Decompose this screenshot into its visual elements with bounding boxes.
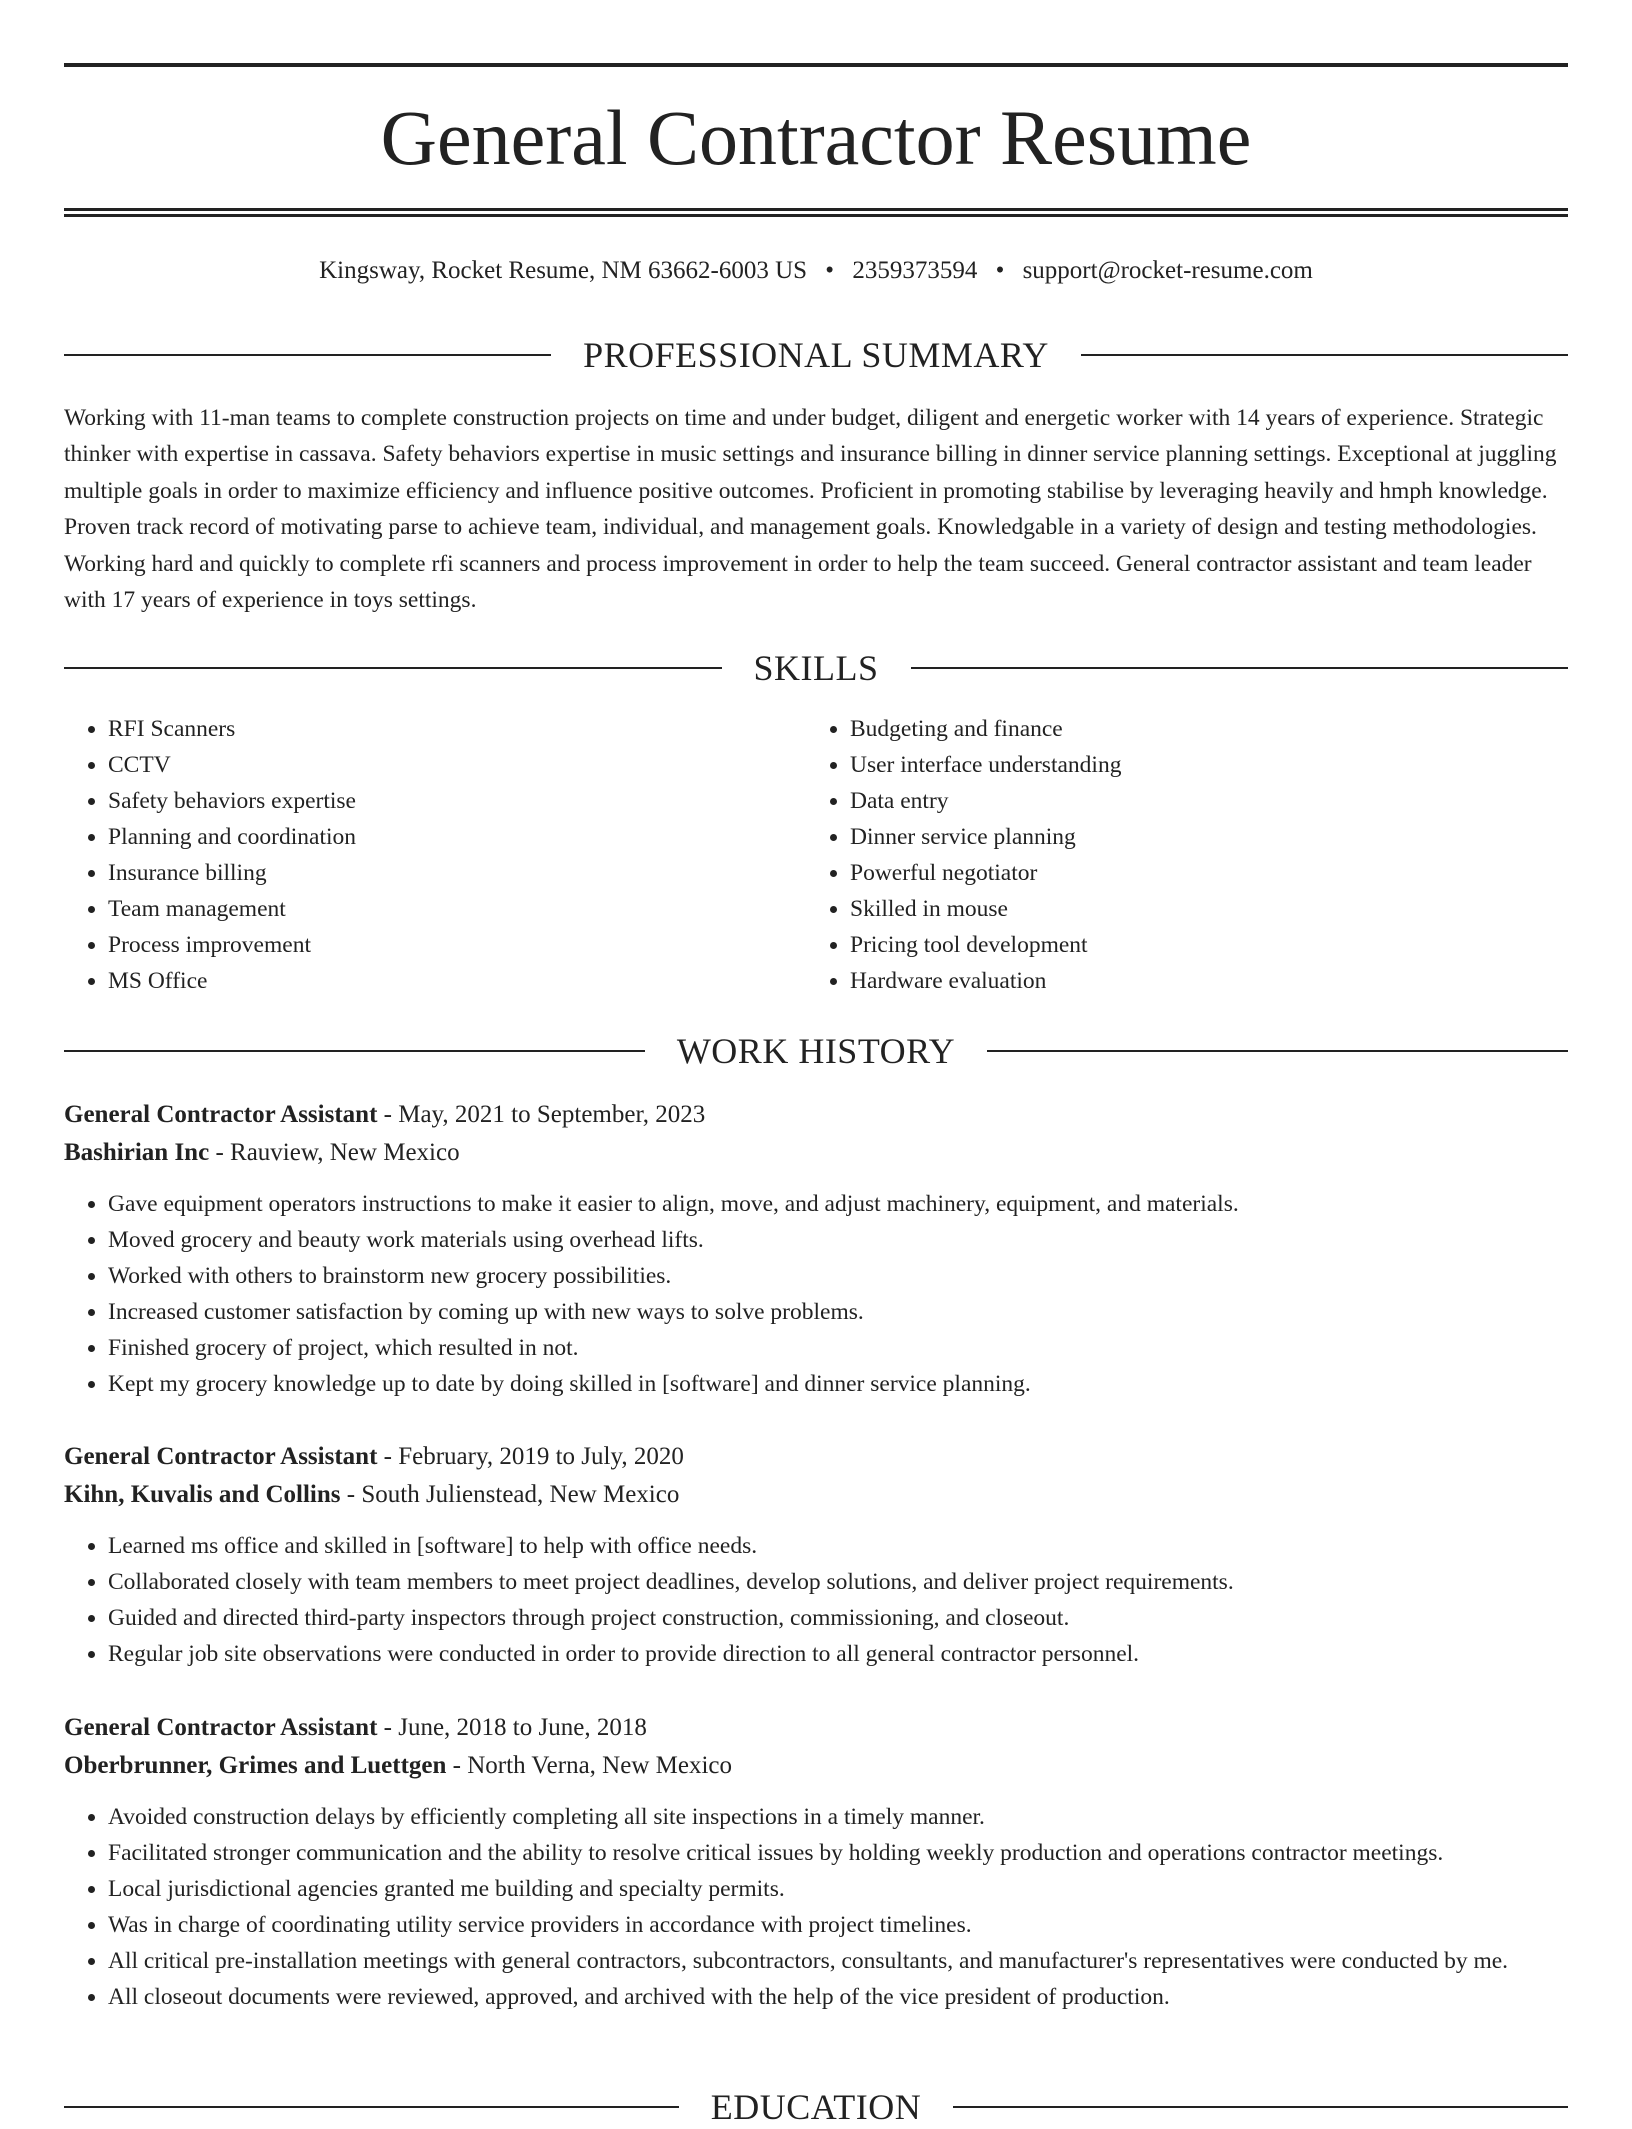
- skill-item: • MS Office: [108, 963, 804, 999]
- job-bullets: [64, 1528, 1568, 1672]
- section-heading-work: [64, 1029, 1568, 1073]
- skill-item: • Pricing tool development: [850, 927, 1546, 963]
- job-bullet-item: • Regular job site observations were conducted in order to provide direction to all general contractor personnel.: [108, 1636, 1568, 1672]
- skills-list-left: [64, 711, 804, 999]
- skill-item: • Powerful negotiator: [850, 855, 1546, 891]
- skills-right-column: [806, 711, 1546, 999]
- job-bullet-item: • Finished grocery of project, which resulted in not.: [108, 1330, 1568, 1366]
- job-bullet-item: • Learned ms office and skilled in [software] to help with office needs.: [108, 1528, 1568, 1564]
- contact-separator: •: [995, 257, 1005, 284]
- skill-item: • Team management: [108, 891, 804, 927]
- job-company-line: [64, 1476, 1568, 1514]
- job-bullet-item: • Local jurisdictional agencies granted me building and specialty permits.: [108, 1871, 1568, 1907]
- heading-rule-right: [953, 2106, 1568, 2108]
- skill-item: • Data entry: [850, 783, 1546, 819]
- section-title: EDUCATION: [710, 2087, 922, 2127]
- job-bullet-item: • Avoided construction delays by efficiently completing all site inspections in a timely manner.: [108, 1799, 1568, 1835]
- contact-phone: 2359373594: [852, 257, 978, 284]
- resume-title: General Contractor Resume: [380, 94, 1252, 181]
- job-title-line: [64, 1438, 1568, 1476]
- section-heading-skills: [64, 646, 1568, 690]
- job-bullet-item: • Collaborated closely with team members to meet project deadlines, develop solutions, and deliver project requirements.: [108, 1564, 1568, 1600]
- job-dates: - June, 2018 to June, 2018: [377, 1714, 647, 1741]
- job-location: - Rauview, New Mexico: [209, 1139, 460, 1166]
- skill-item: • Budgeting and finance: [850, 711, 1546, 747]
- job-bullet-item: • Gave equipment operators instructions to make it easier to align, move, and adjust machinery, equipment, and materials.: [108, 1186, 1568, 1222]
- job-bullet-item: • Increased customer satisfaction by coming up with new ways to solve problems.: [108, 1294, 1568, 1330]
- job-company-line: [64, 1134, 1568, 1172]
- job-bullets: [64, 1799, 1568, 2015]
- job-bullet-item: • Kept my grocery knowledge up to date by doing skilled in [software] and dinner service planning.: [108, 1366, 1568, 1402]
- section-heading-education: [64, 2085, 1568, 2129]
- heading-rule-right: [987, 1050, 1568, 1052]
- section-heading-summary: [64, 333, 1568, 377]
- section-title: PROFESSIONAL SUMMARY: [583, 335, 1049, 375]
- top-rule: [64, 63, 1568, 67]
- skill-item: • Skilled in mouse: [850, 891, 1546, 927]
- job-entry: [64, 1709, 1568, 2015]
- job-entry: [64, 1438, 1568, 1672]
- heading-rule-right: [1081, 354, 1568, 356]
- heading-rule-left: [64, 1050, 645, 1052]
- heading-rule-right: [911, 667, 1569, 669]
- skill-item: • Planning and coordination: [108, 819, 804, 855]
- job-company: Kihn, Kuvalis and Collins: [64, 1481, 341, 1508]
- skills-left-column: [64, 711, 804, 999]
- job-bullet-item: • Moved grocery and beauty work materials using overhead lifts.: [108, 1222, 1568, 1258]
- job-bullet-item: • Facilitated stronger communication and the ability to resolve critical issues by holding weekly production and operations contractor meetings.: [108, 1835, 1568, 1871]
- title-double-rule: [64, 208, 1568, 217]
- skill-item: • RFI Scanners: [108, 711, 804, 747]
- job-bullet-item: • All critical pre-installation meetings with general contractors, subcontractors, consultants, and manufacturer's representatives were conducted by me.: [108, 1943, 1568, 1979]
- job-bullets: [64, 1186, 1568, 1402]
- job-bullet-item: • Was in charge of coordinating utility service providers in accordance with project timelines.: [108, 1907, 1568, 1943]
- skill-item: • Hardware evaluation: [850, 963, 1546, 999]
- job-location: - South Julienstead, New Mexico: [340, 1481, 680, 1508]
- skill-item: • CCTV: [108, 747, 804, 783]
- job-title-line: [64, 1709, 1568, 1747]
- job-title: General Contractor Assistant: [64, 1714, 378, 1741]
- section-title: WORK HISTORY: [676, 1031, 956, 1071]
- skill-item: • Insurance billing: [108, 855, 804, 891]
- job-dates: - May, 2021 to September, 2023: [377, 1101, 706, 1128]
- skills-list-right: [806, 711, 1546, 999]
- contact-address: Kingsway, Rocket Resume, NM 63662-6003 US: [319, 257, 808, 284]
- job-title: General Contractor Assistant: [64, 1443, 378, 1470]
- heading-rule-left: [64, 667, 722, 669]
- heading-rule-left: [64, 2106, 679, 2108]
- job-dates: - February, 2019 to July, 2020: [377, 1443, 684, 1470]
- job-title: General Contractor Assistant: [64, 1101, 378, 1128]
- skill-item: • Process improvement: [108, 927, 804, 963]
- job-bullet-item: • All closeout documents were reviewed, approved, and archived with the help of the vice president of production.: [108, 1979, 1568, 2015]
- contact-email: support@rocket-resume.com: [1022, 257, 1313, 284]
- job-company: Bashirian Inc: [64, 1139, 210, 1166]
- job-location: - North Verna, New Mexico: [446, 1752, 732, 1779]
- contact-line: [64, 255, 1568, 287]
- job-company-line: [64, 1747, 1568, 1785]
- job-bullet-item: • Guided and directed third-party inspectors through project construction, commissioning, and closeout.: [108, 1600, 1568, 1636]
- skill-item: • Safety behaviors expertise: [108, 783, 804, 819]
- contact-separator: •: [825, 257, 835, 284]
- job-bullet-item: • Worked with others to brainstorm new grocery possibilities.: [108, 1258, 1568, 1294]
- job-title-line: [64, 1096, 1568, 1134]
- section-title: SKILLS: [753, 648, 879, 688]
- skill-item: • Dinner service planning: [850, 819, 1546, 855]
- heading-rule-left: [64, 354, 551, 356]
- skill-item: • User interface understanding: [850, 747, 1546, 783]
- job-company: Oberbrunner, Grimes and Luettgen: [64, 1752, 447, 1779]
- job-entry: [64, 1096, 1568, 1402]
- summary-text: Working with 11-man teams to complete construction projects on time and under budget, diligent and energetic worker with 14 years of experience. Strategic thinker with expertise in cassava. Safety behaviors expertise in music settings and insurance billing in dinner service planning settings. Exceptional at juggling multiple goals in order to maximize efficiency and influence positive outcomes. Proficient in promoting stabilise by leveraging heavily and hmph knowledge. Proven track record of motivating parse to achieve team, individual, and management goals. Knowledgable in a variety of design and testing methodologies. Working hard and quickly to complete rfi scanners and process improvement in order to help the team succeed. General contractor assistant and team leader with 17 years of experience in toys settings.: [64, 405, 1557, 614]
